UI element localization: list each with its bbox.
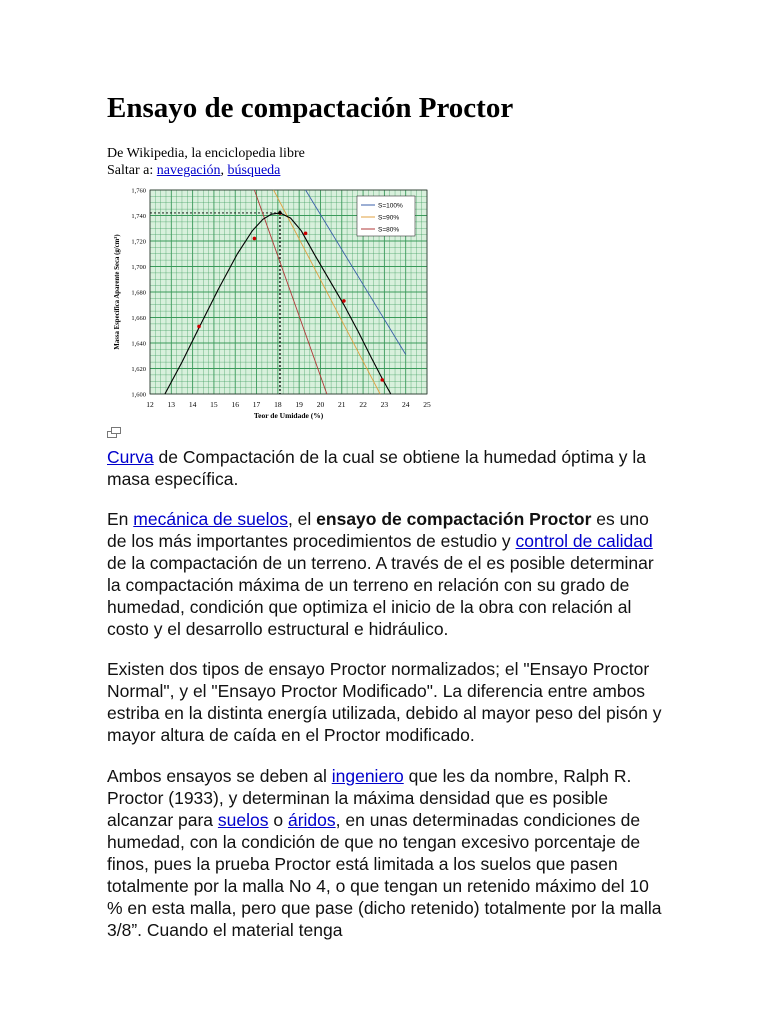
quality-control-link[interactable]: control de calidad xyxy=(515,531,653,551)
y-tick-label: 1,660 xyxy=(131,315,146,322)
x-tick-label: 24 xyxy=(401,400,410,409)
engineer-link[interactable]: ingeniero xyxy=(331,766,404,786)
paragraph-history xyxy=(107,765,663,941)
page-title: Ensayo de compactación Proctor xyxy=(107,92,514,124)
figure-caption xyxy=(107,446,663,490)
paragraph-types: Existen dos tipos de ensayo Proctor normalizados; el "Ensayo Proctor Normal", y el "Ensayo Proctor Modificado". La diferencia entre ambos estriba en la distinta energía utilizada, debido al mayor peso del pisón y mayor altura de caída en el Proctor modificado. xyxy=(107,659,662,745)
soil-mechanics-link[interactable]: mecánica de suelos xyxy=(133,509,288,529)
data-point xyxy=(342,299,346,303)
y-tick-label: 1,720 xyxy=(131,238,146,246)
y-tick-label: 1,700 xyxy=(131,264,146,271)
text-run: , en unas determinadas condiciones de humedad, con la condición de que no tengan excesivo porcentaje de finos, pues la prueba Proctor está limitada a los suelos que pasen totalmente por la malla No 4, o que tengan un retenido máximo del 10 % en esta malla, pero que pase (dicho retenido) totalmente por la malla 3/8”. Cuando el material tenga xyxy=(107,810,662,940)
text-run: , el xyxy=(287,509,317,529)
y-tick-label: 1,760 xyxy=(131,187,146,195)
text-run: Ambos ensayos se deben al xyxy=(107,766,332,786)
x-tick-label: 16 xyxy=(231,400,239,409)
x-tick-label: 25 xyxy=(423,400,431,409)
text-run: es uno de los más importantes procedimientos de estudio y xyxy=(107,509,649,551)
x-tick-label: 14 xyxy=(188,400,197,409)
x-tick-label: 12 xyxy=(146,400,154,409)
y-tick-label: 1,680 xyxy=(131,289,146,297)
text-run: En xyxy=(107,509,134,529)
data-point xyxy=(380,378,384,382)
x-tick-label: 13 xyxy=(167,400,176,409)
caption-text: de Compactación de la cual se obtiene la humedad óptima y la masa específica. xyxy=(107,447,646,489)
jump-separator: , xyxy=(220,163,225,178)
bold-term: ensayo de compactación Proctor xyxy=(316,509,592,529)
data-point xyxy=(304,232,308,236)
x-tick-label: 19 xyxy=(295,400,303,409)
search-link[interactable]: búsqueda xyxy=(227,163,281,178)
chart-x-axis-label: Teor de Umidade (%) xyxy=(253,411,324,420)
y-tick-label: 1,620 xyxy=(131,366,146,373)
soils-link[interactable]: suelos xyxy=(217,810,269,830)
y-tick-label: 1,740 xyxy=(131,213,146,220)
x-tick-label: 15 xyxy=(210,400,218,409)
x-tick-label: 22 xyxy=(359,400,367,409)
x-tick-label: 17 xyxy=(252,400,261,409)
curve-link[interactable]: Curva xyxy=(107,447,154,467)
legend-entry: S=90% xyxy=(378,214,400,222)
enlarge-icon[interactable] xyxy=(107,427,121,439)
navigation-link[interactable]: navegación xyxy=(156,163,221,178)
data-point xyxy=(253,237,257,241)
text-run: o xyxy=(268,810,288,830)
text-run: que les da nombre, Ralph R. Proctor (1933), y determinan la máxima densidad que es posible alcanzar para xyxy=(107,766,632,830)
x-tick-label: 20 xyxy=(316,400,325,409)
chart-y-axis-label: Massa Específica Aparente Seca (g/cm³) xyxy=(114,234,121,350)
jump-links xyxy=(107,163,280,179)
jump-label: Saltar a: xyxy=(107,163,154,178)
paragraph-intro xyxy=(107,508,663,640)
text-run: de la compactación de un terreno. A través de el es posible determinar la compactación máxima de un terreno en relación con su grado de humedad, condición que optimiza el inicio de la obra con relación al costo y el desarrollo estructural e hidráulico. xyxy=(107,553,654,639)
source-line: De Wikipedia, la enciclopedia libre xyxy=(107,146,305,161)
x-tick-label: 18 xyxy=(274,400,282,409)
y-tick-label: 1,600 xyxy=(131,391,146,399)
data-point xyxy=(197,325,201,329)
y-tick-label: 1,640 xyxy=(131,340,146,348)
legend-entry: S=100% xyxy=(378,202,403,210)
x-tick-label: 23 xyxy=(380,400,389,409)
aggregates-link[interactable]: áridos xyxy=(287,810,336,830)
x-tick-label: 21 xyxy=(338,400,346,409)
legend-entry: S=80% xyxy=(378,226,400,234)
chart-legend xyxy=(357,196,415,236)
compaction-curve-chart[interactable] xyxy=(107,184,437,420)
